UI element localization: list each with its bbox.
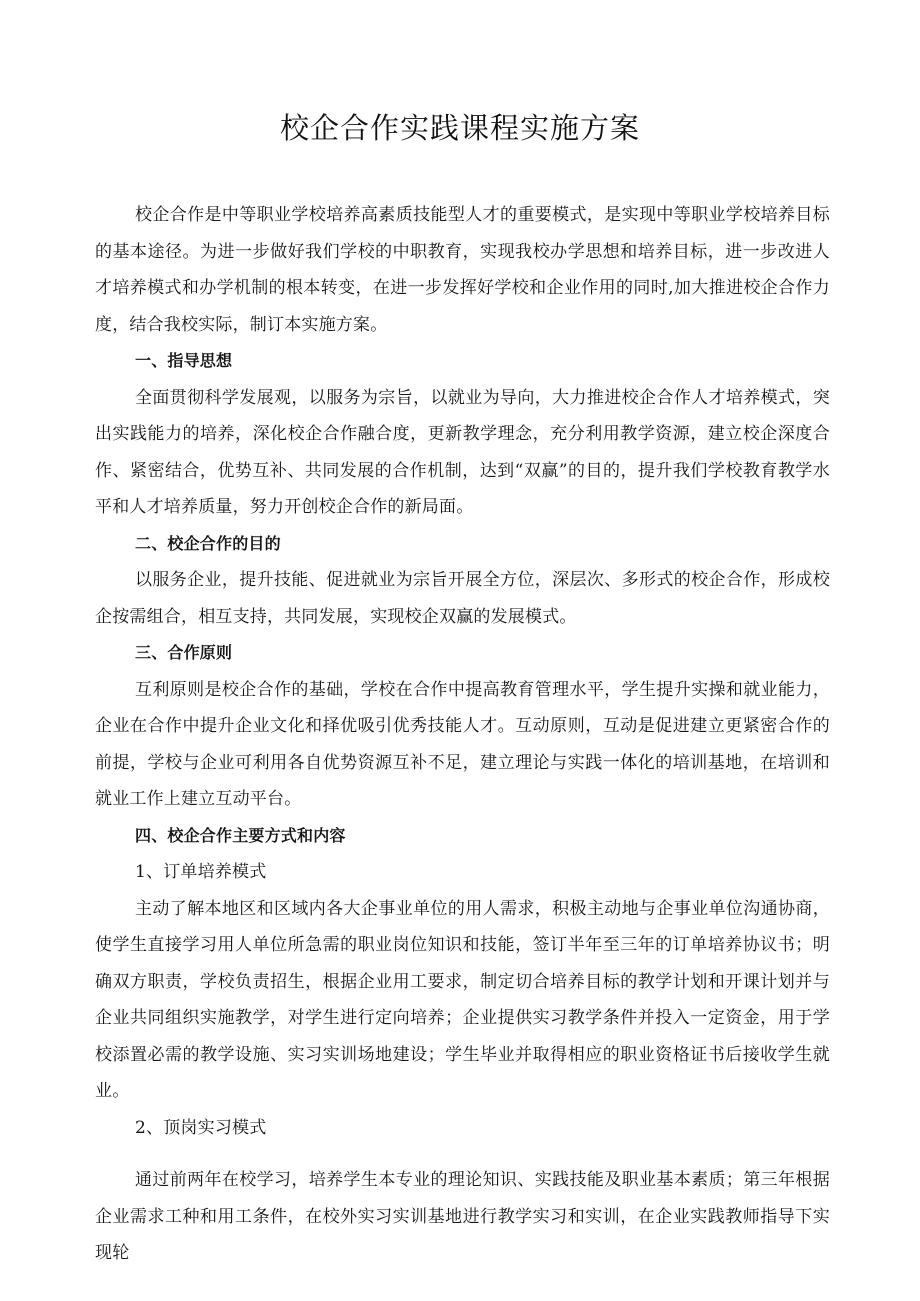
- subheading-internship: 2、顶岗实习模式: [135, 1117, 267, 1138]
- section-paragraph-principles: 互利原则是校企合作的基础，学校在合作中提高教育管理水平，学生提升实操和就业能力，企业在合作中提升企业文化和择优吸引优秀技能人才。互动原则，互动是促进建立更紧密合作的前提，学校与企业可利用各自优势资源互补不足，建立理论与实践一体化的培训基地，在培训和就业工作上建立互动平台。: [95, 679, 830, 809]
- section-heading-principles: 三、合作原则: [135, 643, 233, 662]
- paragraph-order-training: 主动了解本地区和区域内各大企事业单位的用人需求，积极主动地与企事业单位沟通协商，使学生直接学习用人单位所急需的职业岗位知识和技能，签订半年至三年的订单培养协议书；明确双方职责，学校负责招生，根据企业用工要求，制定切合培养目标的教学计划和开课计划并与企业共同组织实施教学，对学生进行定向培养；企业提供实习教学条件并投入一定资金，用于学校添置必需的教学设施、实习实训场地建设；学生毕业并取得相应的职业资格证书后接收学生就业。: [95, 898, 830, 1101]
- document-body: [95, 197, 830, 1272]
- document-title: 校企合作实践课程实施方案: [279, 111, 640, 145]
- paragraph-gap: [95, 1146, 830, 1162]
- section-heading-methods: 四、校企合作主要方式和内容: [135, 825, 346, 845]
- section-heading-guiding-ideology: 一、指导思想: [135, 351, 233, 370]
- intro-paragraph: 校企合作是中等职业学校培养高素质技能型人才的重要模式，是实现中等职业学校培养目标的基本途径。为进一步做好我们学校的中职教育，实现我校办学思想和培养目标，进一步改进人才培养模式和办学机制的根本转变，在进一步发挥好学校和企业作用的同时,加大推进校企合作力度，结合我校实际，制订本实施方案。: [95, 205, 830, 335]
- section-heading-purpose: 二、校企合作的目的: [135, 533, 281, 553]
- subheading-order-training: 1、订单培养模式: [135, 862, 267, 882]
- section-paragraph-guiding-ideology: 全面贯彻科学发展观，以服务为宗旨，以就业为导向，大力推进校企合作人才培养模式，突出实践能力的培养，深化校企合作融合度，更新教学理念，充分利用教学资源，建立校企深度合作、紧密结合，优势互补、共同发展的合作机制，达到“双赢”的目的，提升我们学校教育教学水平和人才培养质量，努力开创校企合作的新局面。: [95, 387, 830, 517]
- paragraph-internship: 通过前两年在校学习，培养学生本专业的理论知识、实践技能及职业基本素质；第三年根据企业需求工种和用工条件，在校外实习实训基地进行教学实习和实训，在企业实践教师指导下实现轮: [95, 1170, 830, 1263]
- section-paragraph-purpose: 以服务企业，提升技能、促进就业为宗旨开展全方位，深层次、多形式的校企合作，形成校企按需组合，相互支持，共同发展，实现校企双赢的发展模式。: [95, 570, 830, 627]
